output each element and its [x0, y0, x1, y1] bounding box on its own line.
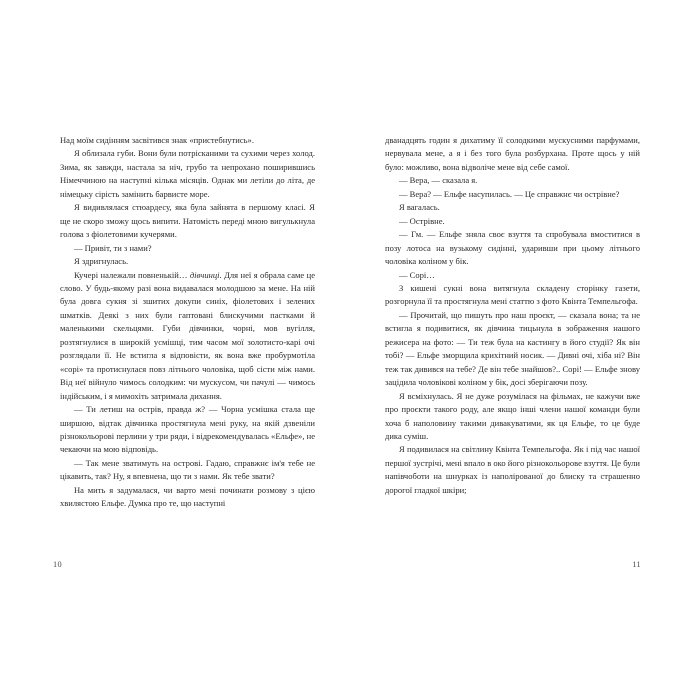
- left-page-text-column: [60, 134, 315, 511]
- dialogue-line: — Острівне.: [399, 215, 445, 226]
- right-page-text-column: [385, 134, 640, 497]
- right-page: [350, 0, 700, 700]
- paragraph: Я видивлялася стюардесу, яка була зайнята в першому класі. Я ще не скоро зможу щось випити. Натомість переді мною вигулькнула голова з фіолетовими кучерями.: [60, 202, 315, 240]
- dialogue-line: — Привіт, ти з нами?: [74, 242, 152, 253]
- page-number-left: 10: [53, 560, 62, 569]
- dialogue-line: — Вера, — сказала я.: [399, 175, 478, 186]
- dialogue-line: — Ти летиш на острів, правда ж? — Чорна усмішка стала ще ширшою, відтак дівчинка простягнула мені руку, на якій дзвеніли різнокольорові перлини у три ряди, і відрекомендувалась «Ельфе», не чекаючи на мою відповідь.: [60, 404, 315, 455]
- italic-emphasis: дівчинці: [189, 269, 220, 280]
- dialogue-line: — Прочитай, що пишуть про наш проєкт, — сказала вона; та не встигла я подивитися, як дівчина тицьнула в зображення нашого режисера на фото: — Ти теж була на кастингу в його студії? Як він тобі? — Ельфе зморщила крихітний носик. — Дивні очі, хіба ні? Він теж так дивився на тебе? Де він тебе знайшов?.. Сорі! — Ельфе знову зацідила чоловікові коліном у бік, досі зберігаючи позу.: [385, 309, 640, 388]
- dialogue-line: — Так мене зватимуть на острові. Гадаю, справжнє ім'я тебе не цікавить, так? Ну, я впевнена, що ти з нами. Як тебе звати?: [60, 457, 315, 482]
- paragraph: З кишені сукні вона витягнула складену сторінку газети, розгорнула її та простягнула мені статтю з фото Квінта Темпельгофа.: [385, 282, 640, 307]
- paragraph: дванадцять годин я дихатиму її солодкими мускусними парфумами, нервувала мене, а я і без того була розбурхана. Проте щось у ній було: можливо, вона відволіче мене від себе самої.: [385, 135, 640, 172]
- paragraph: Я вагалась.: [399, 202, 440, 213]
- paragraph: На мить я задумалася, чи варто мені починати розмову з цією хвилястою Ельфе. Думка про те, що наступні: [60, 484, 315, 509]
- dialogue-line: — Вера? — Ельфе насупилась. — Це справжнє чи острівне?: [399, 188, 620, 199]
- paragraph: Я здригнулась.: [74, 256, 129, 267]
- page-number-right: 11: [632, 560, 641, 569]
- paragraph: Над моїм сидінням засвітився знак «пристебнутись».: [60, 135, 254, 145]
- dialogue-line: — Сорі…: [399, 269, 435, 280]
- paragraph: Я всміхнулась. Я не дуже розумілася на фільмах, не кажучи вже про проєкти такого роду, але якщо інші члени нашої команди були хоча б наполовину такими дивакуватими, як ця Ельфе, то це буде дика суміш.: [385, 390, 640, 441]
- paragraph: Я облизала губи. Вони були потрісканими та сухими через холод. Зима, як завжди, настала за ніч, грубо та непрохано поширившись Німеччиною на наступні кілька місяців. Однак ми летіли до літа, де німецьку сірість замінить барвисте море.: [60, 148, 315, 199]
- paragraph: Я подивилася на світлину Квінта Темпельгофа. Як і під час нашої першої зустрічі, мені впало в око його різнокольорове взуття. Це були напівчоботи на шнурках із наполірованої до блиску та страшенно дорогої гладкої шкіри;: [385, 444, 640, 495]
- paragraph-with-italic: Кучері належали повненькій… дівчинці. Для неї я обрала саме це слово. У будь-якому разі вона видавалася молодшою за мене. На ній була довга сукня зі зшитих докупи синіх, фіолетових і зелених шматків. Деякі з них були гаптовані блискучими пастками й маленькими скельцями. Губи дівчинки, чорні, мов вугілля, розтягнулися в широкій усмішці, тим часом мої золотисто-карі очі розглядали її. Не встигла я відповісти, як вона вже пробурмотіла «сорі» та протиснулася повз літнього чоловіка, щоб сісти між нами. Від неї війнуло чимось солодким: чи мускусом, чи пачулі — чимось індійським, і я мимохіть затримала дихання.: [60, 269, 315, 401]
- dialogue-line: — Гм. — Ельфе зняла своє взуття та спробувала вмоститися в позу лотоса на вузькому сидінні, ударивши при цьому літнього чоловіка коліном у бік.: [385, 229, 640, 267]
